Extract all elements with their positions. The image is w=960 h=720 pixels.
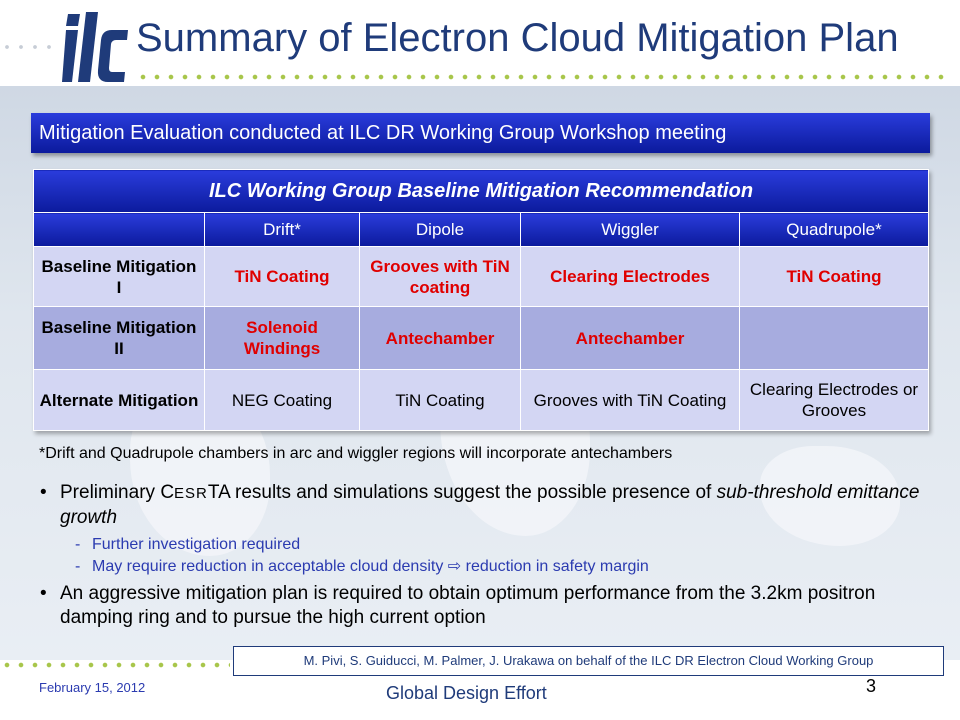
mitigation-table xyxy=(33,169,929,431)
bullet-item xyxy=(40,582,920,630)
bullet-glyph: • xyxy=(40,482,47,503)
table-cell: TiN Coating xyxy=(740,247,929,307)
table-cell: TiN Coating xyxy=(205,247,360,307)
row-label: Baseline Mitigation I xyxy=(34,247,205,307)
bullet2-text: An aggressive mitigation plan is required to obtain optimum performance from the 3.2km positron damping ring and to pursue the high current option xyxy=(60,583,876,628)
cesr-smallcaps: ESR xyxy=(174,485,208,502)
table-cell: Solenoid Windings xyxy=(205,307,360,370)
bullet-list xyxy=(40,481,920,630)
table-title: ILC Working Group Baseline Mitigation Recommendation xyxy=(34,170,929,213)
bullet1-prefix: Preliminary xyxy=(60,482,161,503)
table-footnote: *Drift and Quadrupole chambers in arc and wiggler regions will incorporate antechambers xyxy=(39,445,673,462)
row-label: Baseline Mitigation II xyxy=(34,307,205,370)
column-header-drift: Drift* xyxy=(205,213,360,247)
bullet1-italic: sub-threshold emittance growth xyxy=(60,482,920,528)
dash-glyph: - xyxy=(75,536,81,553)
header-dots-left xyxy=(0,44,60,50)
footer-center-text: Global Design Effort xyxy=(386,683,547,703)
footer-dots xyxy=(0,662,230,668)
table-cell: Antechamber xyxy=(521,307,740,370)
sub-bullet-item xyxy=(40,534,920,556)
bullet-glyph: • xyxy=(40,583,47,604)
row-label: Alternate Mitigation xyxy=(34,370,205,431)
table-row xyxy=(34,370,929,431)
evaluation-banner: Mitigation Evaluation conducted at ILC DR Working Group Workshop meeting xyxy=(31,113,930,153)
table-cell: Clearing Electrodes xyxy=(521,247,740,307)
sub-bullet-text: May require reduction in acceptable cloud density ⇨ reduction in safety margin xyxy=(92,558,649,575)
bullet-item xyxy=(40,481,920,530)
table-cell: Grooves with TiN Coating xyxy=(521,370,740,431)
bullet1-text: TA results and simulations suggest the possible presence of xyxy=(207,482,712,503)
page-number: 3 xyxy=(866,676,877,696)
table-cell xyxy=(740,307,929,370)
authors-credit-box: M. Pivi, S. Guiducci, M. Palmer, J. Urakawa on behalf of the ILC DR Electron Cloud Working Group xyxy=(233,646,944,676)
table-cell: Clearing Electrodes or Grooves xyxy=(740,370,929,431)
ilc-logo xyxy=(62,8,132,84)
table-cell: TiN Coating xyxy=(360,370,521,431)
column-header-empty xyxy=(34,213,205,247)
column-header-dipole: Dipole xyxy=(360,213,521,247)
header-dots xyxy=(136,74,952,80)
table-cell: Grooves with TiN coating xyxy=(360,247,521,307)
footer-date: February 15, 2012 xyxy=(39,680,146,695)
slide-title: Summary of Electron Cloud Mitigation Plan xyxy=(136,16,899,60)
table-cell: Antechamber xyxy=(360,307,521,370)
cesr-c: C xyxy=(160,482,175,503)
sub-bullet-text: Further investigation required xyxy=(92,536,301,553)
sub-bullet-item xyxy=(40,556,920,578)
table-row xyxy=(34,307,929,370)
column-header-quadrupole: Quadrupole* xyxy=(740,213,929,247)
dash-glyph: - xyxy=(75,558,81,575)
table-cell: NEG Coating xyxy=(205,370,360,431)
table-row xyxy=(34,247,929,307)
column-header-wiggler: Wiggler xyxy=(521,213,740,247)
